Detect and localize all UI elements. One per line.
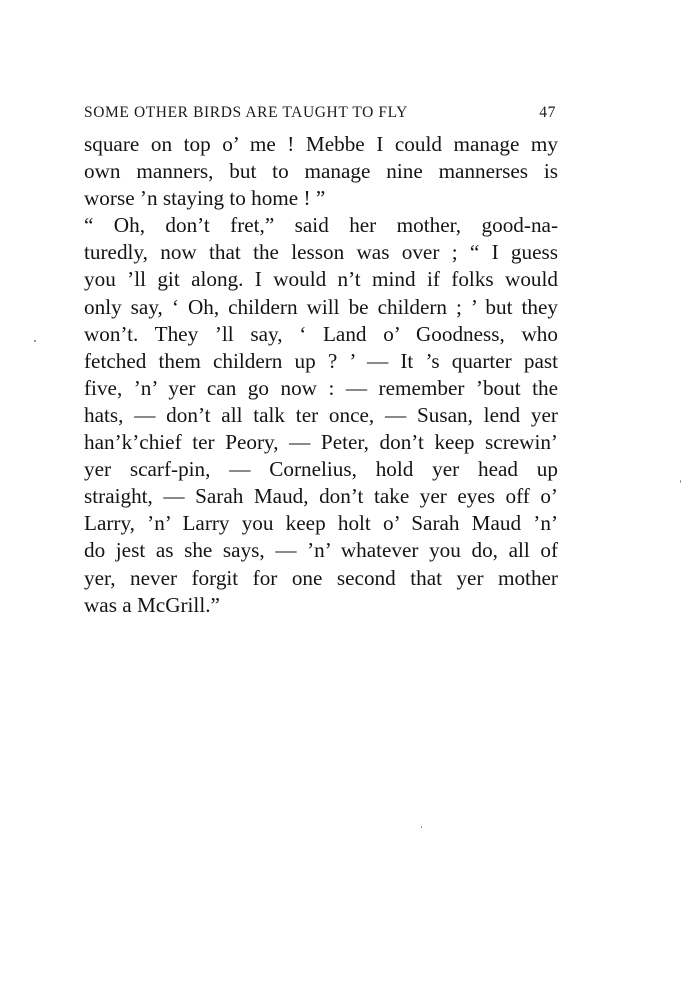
text-line: was a McGrill.”: [84, 592, 220, 617]
running-head: [84, 104, 556, 128]
text-line: only say, ‘ Oh, childern will be childern ; ’ but they: [84, 294, 558, 319]
text-line: turedly, now that the lesson was over ; “ I guess: [84, 240, 558, 265]
running-title: SOME OTHER BIRDS ARE TAUGHT TO FLY: [84, 104, 408, 121]
text-line: straight, — Sarah Maud, don’t take yer eyes off o’: [84, 484, 558, 509]
paper-speck: [680, 480, 681, 483]
text-line: won’t. They ’ll say, ‘ Land o’ Goodness, who: [84, 321, 558, 346]
text-line: hats, — don’t all talk ter once, — Susan, lend yer: [84, 402, 558, 427]
text-line: do jest as she says, — ’n’ whatever you do, all of: [84, 538, 558, 563]
paper-speck: [34, 340, 36, 342]
text-line: fetched them childern up ? ’ — It ’s quarter past: [84, 348, 558, 373]
text-line: own manners, but to manage nine mannerses is: [84, 159, 558, 184]
page-number: 47: [539, 104, 556, 121]
body-text: [84, 131, 558, 619]
text-line: worse ’n staying to home ! ”: [84, 186, 326, 211]
paper-speck: [421, 826, 422, 828]
text-line: “ Oh, don’t fret,” said her mother, good-na-: [84, 213, 558, 238]
text-line: yer scarf-pin, — Cornelius, hold yer head up: [84, 457, 558, 482]
text-line: han’k’chief ter Peory, — Peter, don’t keep screwin’: [84, 430, 558, 455]
text-line: yer, never forgit for one second that yer mother: [84, 565, 558, 590]
text-line: five, ’n’ yer can go now : — remember ’bout the: [84, 375, 558, 400]
text-line: square on top o’ me ! Mebbe I could manage my: [84, 132, 558, 156]
text-line: you ’ll git along. I would n’t mind if folks would: [84, 267, 558, 292]
text-line: Larry, ’n’ Larry you keep holt o’ Sarah Maud ’n’: [84, 511, 558, 536]
